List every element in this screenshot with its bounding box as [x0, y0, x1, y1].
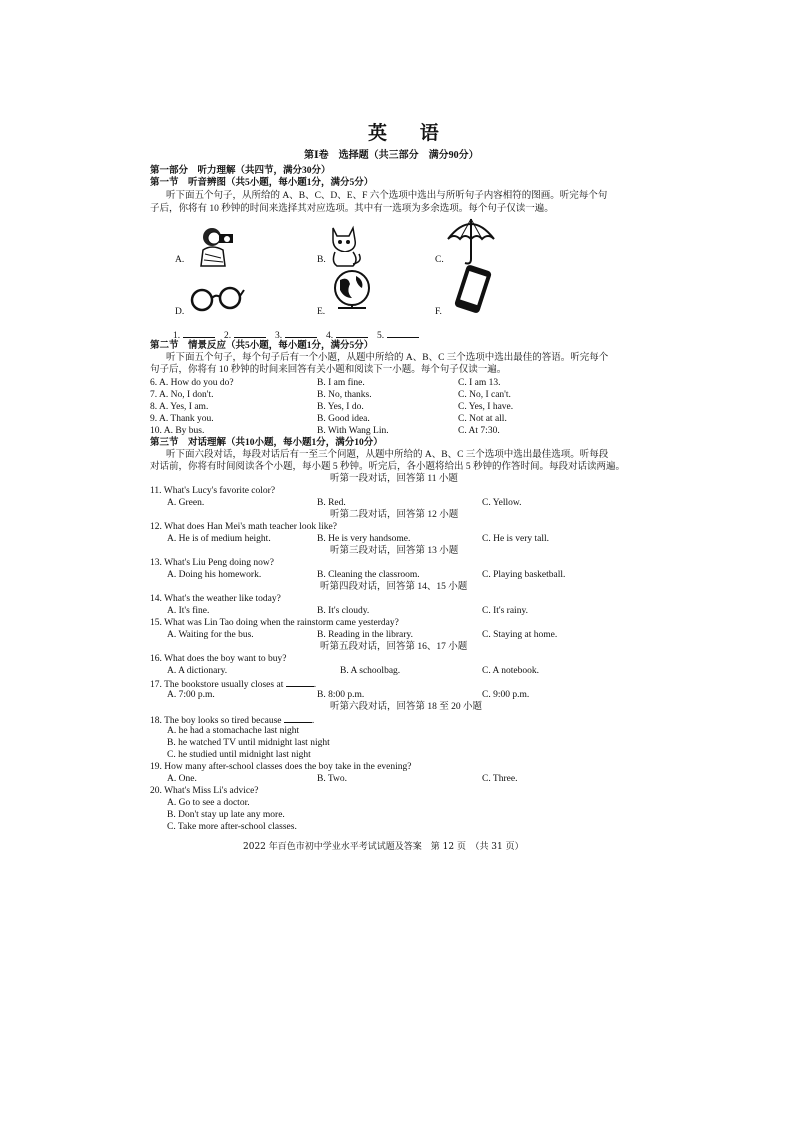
option-17-a: A. 7:00 p.m. — [167, 690, 215, 700]
answer-blank-2[interactable] — [234, 328, 266, 338]
volume-heading: 第Ⅰ卷 选择题（共三部分 满分90分） — [304, 150, 479, 161]
picture-label-a: A. — [175, 255, 185, 265]
option-19-b: B. Two. — [317, 774, 348, 784]
option-15-c: C. Staying at home. — [482, 630, 558, 640]
question-10-b: B. With Wang Lin. — [317, 426, 389, 436]
umbrella-picture — [446, 215, 496, 267]
picture-label-f: F. — [435, 307, 442, 317]
dialogue-5-heading: 听第五段对话，回答第 16、17 小题 — [320, 642, 468, 652]
option-14-c: C. It's rainy. — [482, 606, 528, 616]
answer-blank-4[interactable] — [336, 328, 368, 338]
option-15-b: B. Reading in the library. — [317, 630, 413, 640]
question-7-a: 7. A. No, I don't. — [150, 390, 214, 400]
option-16-c: C. A notebook. — [482, 666, 540, 676]
option-15-a: A. Waiting for the bus. — [167, 630, 254, 640]
question-6-c: C. I am 13. — [458, 378, 501, 388]
answer-blank-17[interactable] — [286, 677, 314, 687]
option-14-b: B. It's cloudy. — [317, 606, 370, 616]
dialogue-6-heading: 听第六段对话，回答第 18 至 20 小题 — [330, 702, 483, 712]
answer-blank-3[interactable] — [285, 328, 317, 338]
question-9-c: C. Not at all. — [458, 414, 507, 424]
question-7-c: C. No, I can't. — [458, 390, 511, 400]
option-18-b: B. he watched TV until midnight last night — [167, 738, 330, 748]
section2-instruction: 听下面五个句子，每个句子后有一个小题，从题中所给的 A、B、C 三个选项中选出最佳的答语。听完每个 — [166, 353, 609, 363]
option-18-c: C. he studied until midnight last night — [167, 750, 311, 760]
dialogue-1-heading: 听第一段对话，回答第 11 小题 — [330, 474, 458, 484]
dialogue-4-heading: 听第四段对话，回答第 14、15 小题 — [320, 582, 468, 592]
glasses-picture — [188, 286, 246, 312]
dialogue-2-heading: 听第二段对话，回答第 12 小题 — [330, 510, 459, 520]
question-6-b: B. I am fine. — [317, 378, 365, 388]
dialogue-3-heading: 听第三段对话，回答第 13 小题 — [330, 546, 459, 556]
picture-label-c: C. — [435, 255, 444, 265]
answer-blanks: 1. 2. 3. 4. 5. — [173, 328, 419, 342]
question-15: 15. What was Lin Tao doing when the rainstorm came yesterday? — [150, 618, 399, 628]
girl-photographer-picture — [195, 224, 241, 268]
picture-label-e: E. — [317, 307, 326, 317]
question-12: 12. What does Han Mei's math teacher look like? — [150, 522, 337, 532]
option-18-a: A. he had a stomachache last night — [167, 726, 300, 736]
option-12-b: B. He is very handsome. — [317, 534, 411, 544]
cat-picture — [325, 224, 365, 268]
part1-heading: 第一部分 听力理解（共四节，满分30分） — [150, 166, 331, 176]
option-13-a: A. Doing his homework. — [167, 570, 262, 580]
option-12-c: C. He is very tall. — [482, 534, 550, 544]
question-7-b: B. No, thanks. — [317, 390, 372, 400]
picture-label-b: B. — [317, 255, 326, 265]
question-17: 17. The bookstore usually closes at . — [150, 677, 316, 691]
question-10-a: 10. A. By bus. — [150, 426, 205, 436]
section2-heading: 第二节 情景反应（共5小题，每小题1分，满分5分） — [150, 341, 374, 351]
question-19: 19. How many after-school classes does the boy take in the evening? — [150, 762, 412, 772]
answer-blank-1[interactable] — [183, 328, 215, 338]
question-8-b: B. Yes, I do. — [317, 402, 364, 412]
option-20-b: B. Don't stay up late any more. — [167, 810, 285, 820]
option-14-a: A. It's fine. — [167, 606, 210, 616]
option-19-a: A. One. — [167, 774, 197, 784]
option-11-b: B. Red. — [317, 498, 346, 508]
answer-blank-18[interactable] — [284, 713, 312, 723]
section1-heading: 第一节 听音辨图（共5小题，每小题1分，满分5分） — [150, 178, 374, 188]
section3-instruction: 对话前，你将有时间阅读各个小题，每小题 5 秒钟。听完后，各小题将给出 5 秒钟的作答时间。每段对话读两遍。 — [150, 462, 626, 472]
page-footer: 2022 年百色市初中学业水平考试试题及答案 第 12 页 （共 31 页） — [243, 842, 524, 852]
question-18: 18. The boy looks so tired because . — [150, 713, 314, 727]
section2-instruction: 句子后，你将有 10 秒钟的时间来回答有关小题和阅读下一小题。每个句子仅读一遍。 — [150, 365, 507, 375]
globe-picture — [330, 268, 374, 312]
question-9-b: B. Good idea. — [317, 414, 370, 424]
option-12-a: A. He is of medium height. — [167, 534, 271, 544]
question-9-a: 9. A. Thank you. — [150, 414, 214, 424]
question-11: 11. What's Lucy's favorite color? — [150, 486, 276, 496]
phone-picture — [452, 264, 494, 314]
option-19-c: C. Three. — [482, 774, 518, 784]
option-16-b: B. A schoolbag. — [340, 666, 401, 676]
option-13-b: B. Cleaning the classroom. — [317, 570, 420, 580]
section1-instruction: 子后，你将有 10 秒钟的时间来选择其对应选项。其中有一选项为多余选项。每个句子仅读一遍。 — [150, 204, 554, 214]
question-20: 20. What's Miss Li's advice? — [150, 786, 259, 796]
option-11-a: A. Green. — [167, 498, 205, 508]
question-13: 13. What's Liu Peng doing now? — [150, 558, 274, 568]
question-14: 14. What's the weather like today? — [150, 594, 281, 604]
section1-instruction: 听下面五个句子，从所给的 A、B、C、D、E、F 六个选项中选出与所听句子内容相符的图画。听完每个句 — [166, 191, 608, 201]
option-20-c: C. Take more after-school classes. — [167, 822, 297, 832]
page-title: 英 语 — [368, 123, 453, 144]
option-17-b: B. 8:00 p.m. — [317, 690, 365, 700]
question-10-c: C. At 7:30. — [458, 426, 500, 436]
question-6-a: 6. A. How do you do? — [150, 378, 234, 388]
answer-blank-5[interactable] — [387, 328, 419, 338]
option-11-c: C. Yellow. — [482, 498, 522, 508]
question-8-a: 8. A. Yes, I am. — [150, 402, 209, 412]
option-20-a: A. Go to see a doctor. — [167, 798, 250, 808]
option-13-c: C. Playing basketball. — [482, 570, 566, 580]
option-17-c: C. 9:00 p.m. — [482, 690, 530, 700]
question-16: 16. What does the boy want to buy? — [150, 654, 287, 664]
question-8-c: C. Yes, I have. — [458, 402, 514, 412]
picture-label-d: D. — [175, 307, 185, 317]
option-16-a: A. A dictionary. — [167, 666, 228, 676]
section3-heading: 第三节 对话理解（共10小题，每小题1分，满分10分） — [150, 438, 383, 448]
section3-instruction: 听下面六段对话，每段对话后有一至三个问题，从题中所给的 A、B、C 三个选项中选出最佳选项。听每段 — [166, 450, 609, 460]
